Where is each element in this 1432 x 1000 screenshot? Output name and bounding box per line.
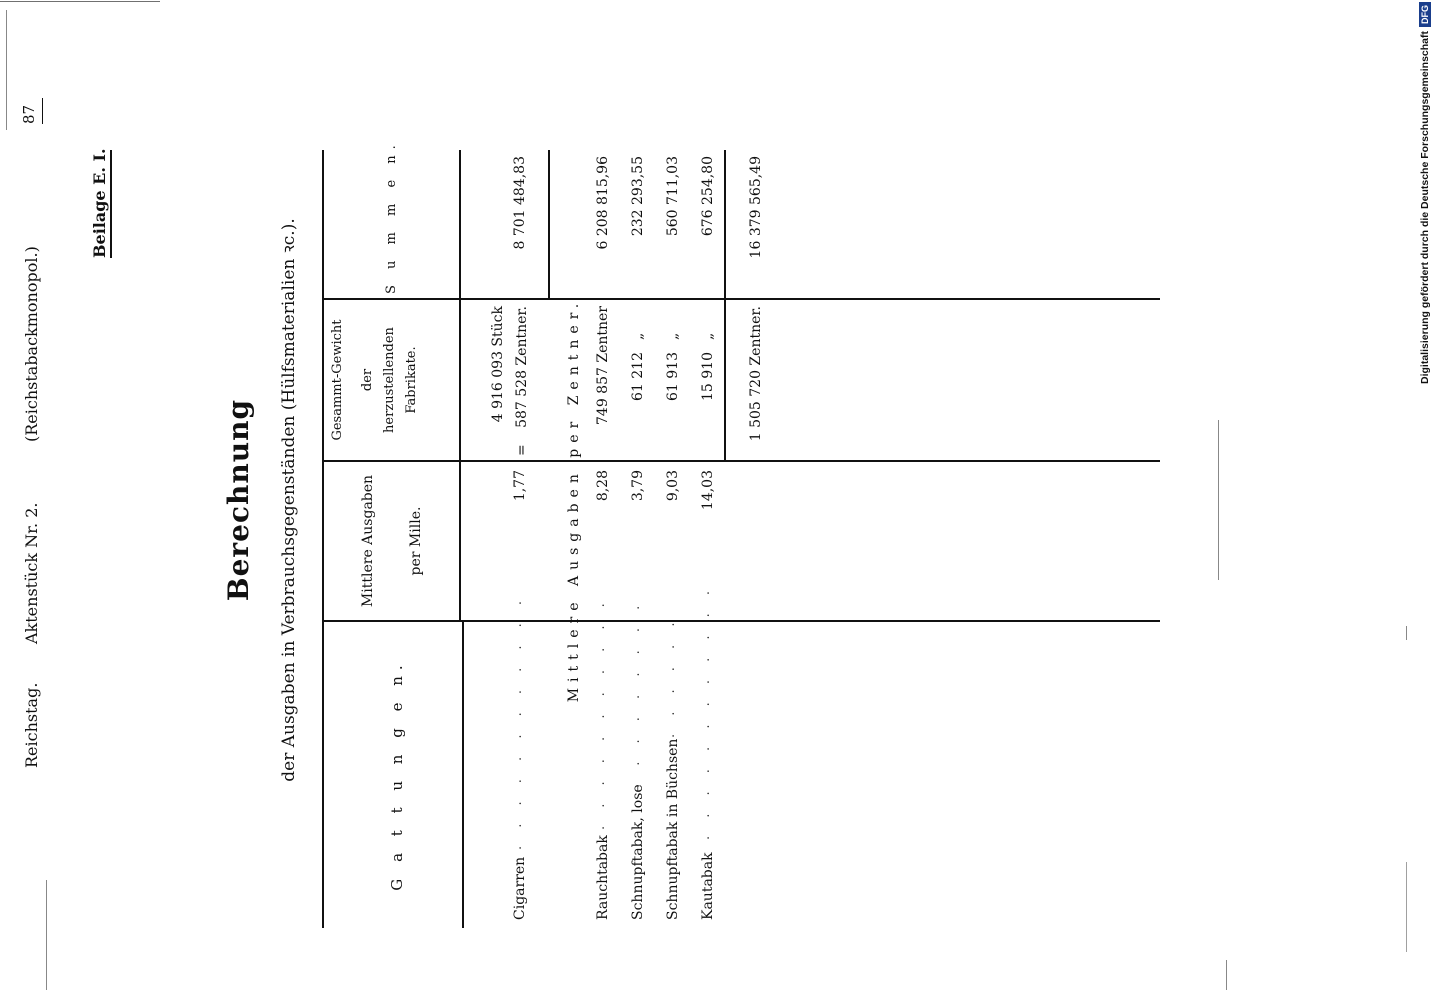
- appendix-label: Beilage E. I.: [90, 148, 109, 258]
- row-label: Schnupftabak in Büchsen: [665, 738, 681, 920]
- col-header-gewicht-4: Fabrikate.: [404, 346, 419, 414]
- scan-mark: [1218, 420, 1219, 580]
- row-ausgaben: 8,28: [595, 470, 611, 502]
- header-bottom-rule-upper: [459, 150, 461, 620]
- page-title: Berechnung: [222, 398, 255, 602]
- row-weight: 15 910: [700, 352, 716, 401]
- totals-rule: [724, 150, 726, 460]
- row-ausgaben: 14,03: [700, 470, 716, 511]
- appendix-underline: [110, 150, 112, 258]
- row-ausgaben: 9,03: [665, 470, 681, 502]
- row-weight-pieces: 4 916 093 Stück: [490, 306, 506, 423]
- row-summe: 560 711,03: [665, 156, 681, 237]
- col-header-summen: S u m m e n.: [384, 139, 399, 294]
- leader-dots: . . . . . . . . .: [628, 598, 643, 788]
- col-rule-1: [322, 620, 1160, 622]
- col-header-gewicht-3: herzustellenden: [382, 327, 397, 433]
- row-equals: =: [514, 444, 530, 456]
- leader-dots: . . . . . . . . . . .: [593, 596, 608, 830]
- scan-edge-left: [6, 10, 7, 130]
- header-right: (Reichstabackmonopol.): [22, 246, 41, 442]
- row-weight: 61 212: [630, 352, 646, 401]
- credit-text: Digitalisierung gefördert durch die Deutsche Forschungsgemeinschaft: [1419, 31, 1431, 384]
- row-weight: 749 857 Zentner: [595, 306, 611, 425]
- leader-dots: . . . . . .: [663, 615, 678, 738]
- cigar-row-rule: [548, 150, 550, 300]
- scan-edge-left-lower: [46, 880, 47, 990]
- row-label: Cigarren: [512, 856, 528, 920]
- row-summe: 676 254,80: [700, 156, 716, 237]
- row-summe: 8 701 484,83: [512, 156, 528, 250]
- row-summe: 6 208 815,96: [595, 156, 611, 250]
- total-weight: 1 505 720 Zentner.: [748, 306, 764, 442]
- leader-dots: . . . . . . . . . . . .: [510, 593, 525, 850]
- row-label: Schnupftabak, lose: [630, 784, 646, 920]
- header-center: Aktenstück Nr. 2.: [22, 502, 41, 644]
- scan-edge-top: [0, 1, 160, 2]
- col-header-gewicht-1: Gesammt-Gewicht: [330, 319, 345, 441]
- scan-mark: [1406, 862, 1407, 952]
- credit-text-wrap: [1417, 2, 1432, 396]
- col-header-ausgaben-2: per Mille.: [408, 506, 424, 576]
- header-left: Reichstag.: [22, 682, 41, 768]
- col-header-ausgaben-1: Mittlere Ausgaben: [360, 474, 376, 608]
- header-bottom-rule-lower: [462, 620, 464, 928]
- scan-mark: [1406, 626, 1407, 640]
- row-ausgaben: 1,77: [512, 470, 528, 502]
- row-label: Kautabak: [700, 852, 716, 920]
- row-summe: 232 293,55: [630, 156, 646, 237]
- col-rule-3: [322, 298, 1160, 300]
- section-heading: Mittlere Ausgaben per Zentner.: [566, 297, 582, 703]
- page-number: 87: [20, 104, 38, 124]
- row-label: Rauchtabak: [595, 835, 611, 920]
- row-ditto: „: [665, 332, 681, 340]
- col-header-gewicht-2: der: [360, 368, 375, 392]
- page-subtitle: der Ausgaben in Verbrauchsgegenständen (Hülfsmaterialien ꝛc.).: [279, 218, 299, 782]
- col-header-gattungen: G a t t u n g e n.: [388, 659, 406, 891]
- row-ausgaben: 3,79: [630, 470, 646, 502]
- row-ditto: „: [700, 332, 716, 340]
- page-number-rule: [42, 98, 43, 124]
- row-weight-centner: 587 528 Zentner.: [514, 306, 530, 428]
- leader-dots: . . . . . . . . . . . .: [698, 583, 713, 840]
- dfg-logo: DFG: [1419, 2, 1431, 27]
- scan-mark: [1226, 960, 1227, 990]
- row-ditto: „: [630, 332, 646, 340]
- digitization-credit: [1417, 2, 1432, 396]
- total-summe: 16 379 565,49: [748, 156, 764, 259]
- row-weight: 61 913: [665, 352, 681, 401]
- table-top-rule: [322, 150, 324, 928]
